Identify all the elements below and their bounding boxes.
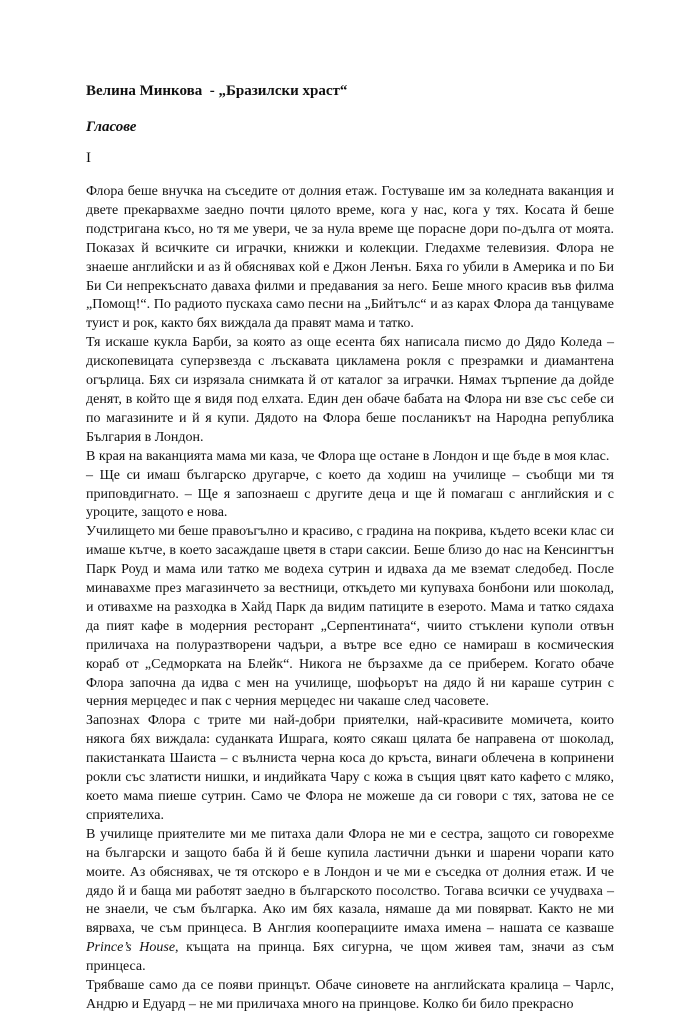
section-heading: Гласове — [86, 119, 137, 135]
paragraph-3: В края на ваканцията мама ми каза, че Флора ще остане в Лондон и ще бъде в моя клас. — [86, 448, 610, 464]
paragraph-8: Трябваше само да се появи принцът. Обаче синовете на английската кралица – Чарлс, Андрю и Едуард – не ми приличаха много на принцове. Колко би било прекрасно — [86, 978, 614, 1012]
document-content — [86, 82, 614, 1015]
paragraph-4: – Ще си имаш българско другарче, с което да ходиш на училище – съобщи ми тя приповдигнато. – Ще я запознаеш с другите деца и ще й помагаш с английския и с уроците, защото е нова. — [86, 467, 614, 521]
paragraph-2: Тя искаше кукла Барби, за която аз още есента бях написала писмо до Дядо Коледа – дископевицата суперзвезда с лъскавата цикламена рокля с презрамки и диамантена огърлица. Бях си изрязала снимката й от каталог за играчки. Нямах търпение да дойде денят, в който ще я видя под елхата. Един ден обаче бабата на Флора ни взе със себе си по магазините и й я купи. Дядото на Флора беше посланикът на Народна република България в Лондон. — [86, 335, 614, 445]
document-body — [86, 183, 614, 1015]
paragraph-7: В училище приятелите ми ме питаха дали Флора не ми е сестра, защото си говорехме на български и защото баба й й беше купила ластични дънки и шарени чорапи като моите. Аз обяснявах, че тя отскоро е в Лондон и че ми е съседка от долния етаж. И че дядо й и баща ми работят заедно в българското посолство. Тогава всички се учудваха – не знаели, че съм българка. Ако им бях казала, нямаше да ми повярват. Както не ми вярваха, че съм принцеса. В Англия кооперациите имаха имена – нашата се казваше Prince’s House, къщата на принца. Бях сигурна, че щом живея там, значи аз съм принцеса. — [86, 826, 614, 975]
paragraph-6: Запознах Флора с трите ми най-добри приятелки, най-красивите момичета, които някога бях виждала: суданката Ишрага, която сякаш цялата бе направена от шоколад, пакистанката Шаиста – с вълниста черна коса до кръста, винаги облечена в копринени рокли със златисти нишки, и индийката Чару с кожа в същия цвят като кафето с мляко, което мама пиеше сутрин. Само че Флора не можеше да си говори с тях, затова не се сприятелиха. — [86, 713, 614, 823]
paragraph-5: Училището ми беше правоъгълно и красиво, с градина на покрива, където всеки клас си имаше кътче, в което засаждаше цветя в стари саксии. Беше близо до нас на Кенсингтън Парк Роуд и мама или татко ме водеха сутрин и идваха да ме вземат следобед. После минавахме през магазинчето за вестници, откъдето ми купуваха бонбони или шоколад, и отивахме на разходка в Хайд Парк да видим патиците в езерото. Мама и татко сядаха да пият кафе в модерния ресторант „Серпентината“, чиито стъклени куполи отвън приличаха на полуразтворени чадъри, а вътре все едно се намираш в космическия кораб от „Седморката на Блейк“. Никога не бързахме да се приберем. Когато обаче Флора започна да идва с мен на училище, шофьорът на дядо й ни караше сутрин с черния мерцедес и пак с черния мерцедес ни чакаше след часовете. — [86, 524, 614, 710]
document-title: Велина Минкова - „Бразилски храст“ — [86, 83, 348, 99]
paragraph-1: Флора беше внучка на съседите от долния етаж. Гостуваше им за коледната ваканция и двете прекарвахме заедно почти цялото време, кога у нас, кога у тях. Косата й беше подстригана късо, но тя ме увери, че за нула време ще порасне дори по-дълга от моята. Показах й всичките си играчки, книжки и колекции. Гледахме телевизия. Флора не знаеше английски и аз й обяснявах кой е Джон Ленън. Бяха го убили в Америка и по Би Би Си непрекъснато даваха филми и предавания за него. Беше много красив във филма „Помощ!“. По радиото пускаха само песни на „Бийтълс“ и аз карах Флора да танцуваме туист и рок, както бях виждала да правят мама и татко. — [86, 184, 614, 332]
chapter-number: I — [86, 150, 91, 166]
italic-phrase: Prince’s House — [86, 940, 176, 956]
